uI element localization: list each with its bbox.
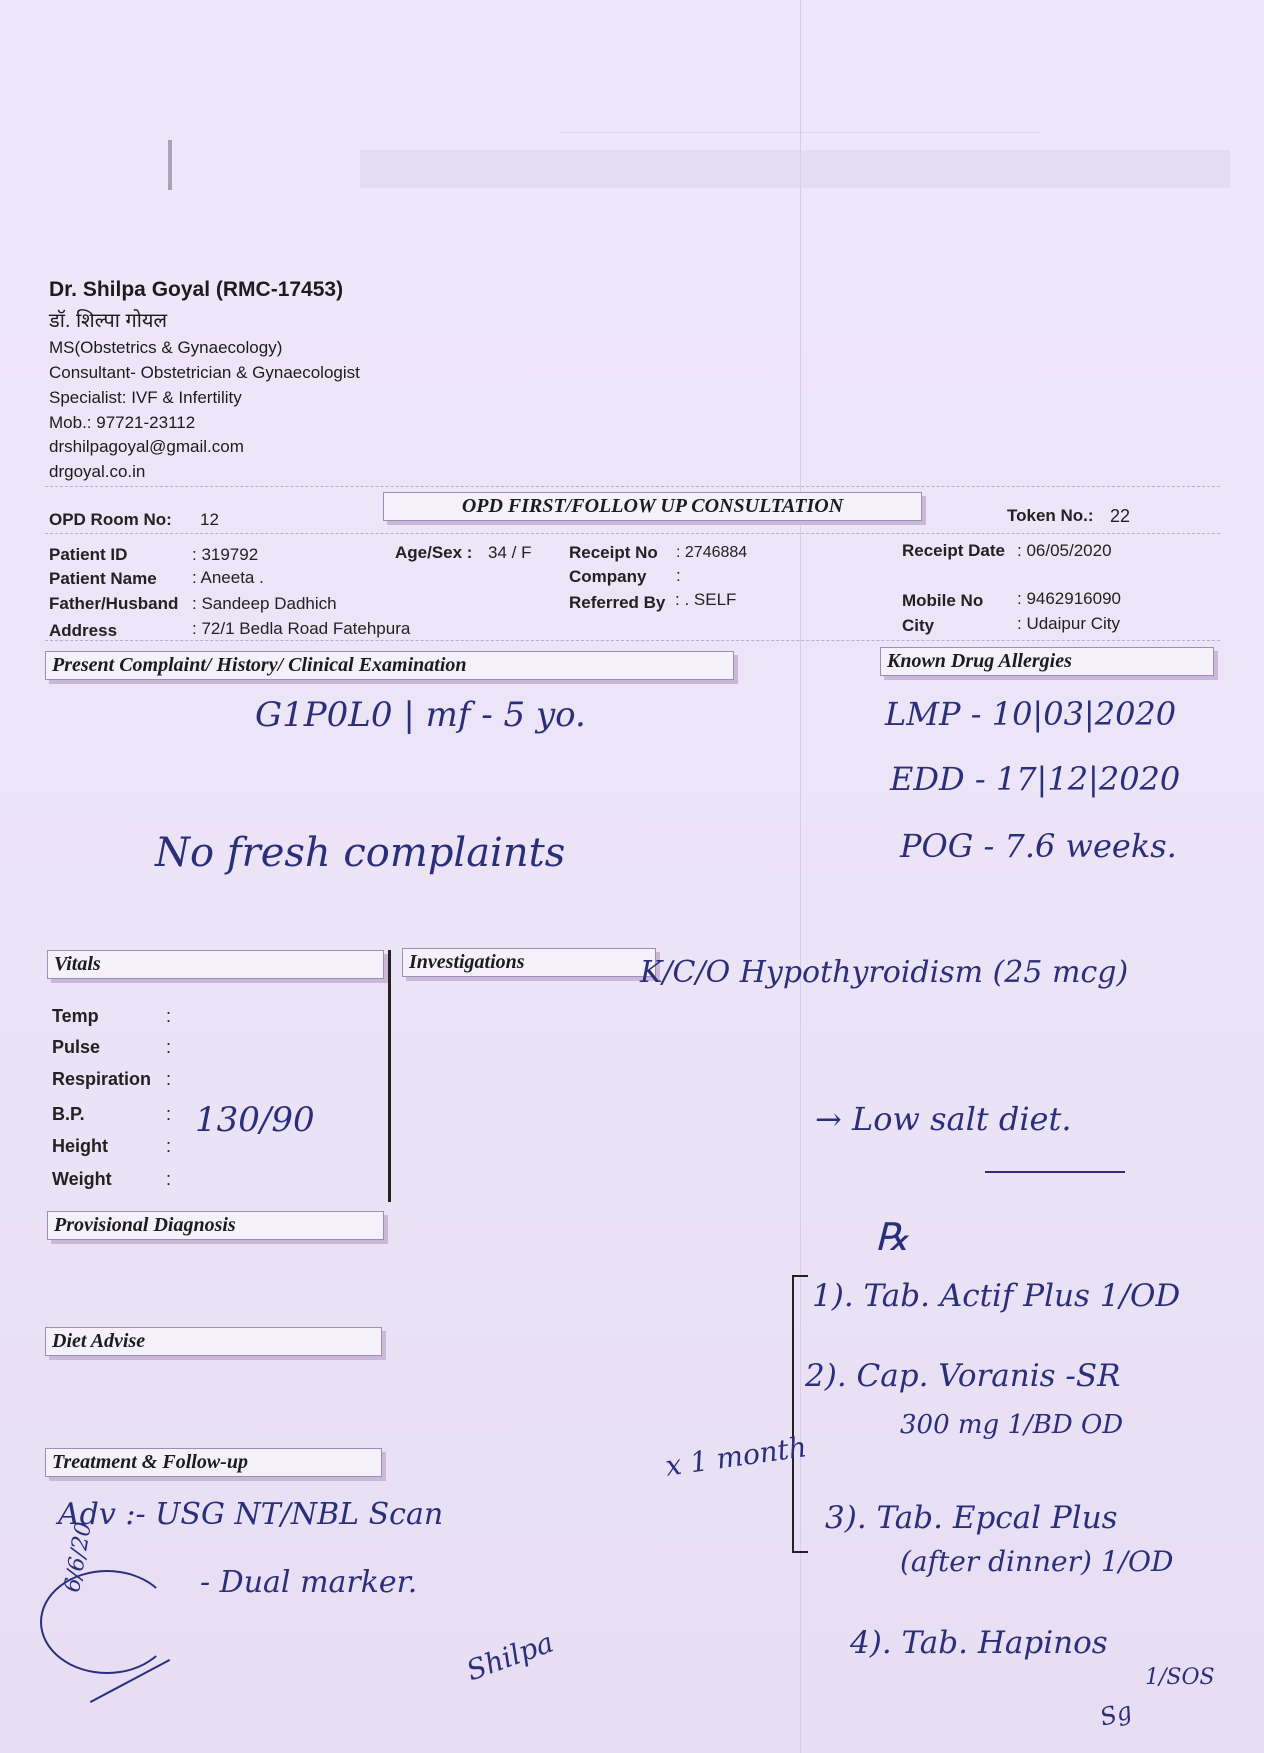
opd-room-label: OPD Room No: xyxy=(49,510,172,529)
city-label: City xyxy=(902,616,935,635)
receipt-no-label: Receipt No xyxy=(569,543,658,562)
section-complaint: Present Complaint/ History/ Clinical Examination xyxy=(45,651,734,680)
receipt-date-label: Receipt Date xyxy=(902,541,1005,560)
colon: : xyxy=(166,1006,172,1026)
history-note: K/C/O Hypothyroidism (25 mcg) xyxy=(640,955,1129,990)
vital-bp-label: B.P. xyxy=(52,1104,85,1124)
rx-bracket xyxy=(792,1275,808,1553)
vitals-divider xyxy=(388,950,391,1202)
referred-by: : . SELF xyxy=(675,590,737,609)
section-vitals: Vitals xyxy=(47,950,384,979)
divider xyxy=(45,640,1220,641)
vital-weight-label: Weight xyxy=(52,1169,112,1189)
divider xyxy=(45,533,1220,534)
medicine-2-dose: 300 mg 1/BD OD xyxy=(900,1410,1124,1440)
followup-date: 6/6/20 xyxy=(60,1520,97,1595)
vital-temp-label: Temp xyxy=(52,1006,99,1026)
advice-line-1: Adv :- USG NT/NBL Scan xyxy=(58,1497,444,1532)
age-sex: 34 / F xyxy=(488,543,532,562)
doctor-name: Dr. Shilpa Goyal (RMC-17453) xyxy=(49,278,344,301)
complaint-note: No fresh complaints xyxy=(155,830,566,876)
doctor-role: Consultant- Obstetrician & Gynaecologist xyxy=(49,363,360,382)
section-allergies: Known Drug Allergies xyxy=(880,647,1214,676)
doctor-mobile: Mob.: 97721-23112 xyxy=(49,413,196,432)
underline xyxy=(985,1171,1125,1173)
referred-by-label: Referred By xyxy=(569,593,666,612)
mobile-label: Mobile No xyxy=(902,591,984,610)
city: : Udaipur City xyxy=(1017,614,1120,633)
vital-respiration-label: Respiration xyxy=(52,1069,152,1089)
token-label: Token No.: xyxy=(1007,506,1094,525)
medicine-2: 2). Cap. Voranis -SR xyxy=(805,1358,1121,1394)
colon: : xyxy=(166,1136,172,1156)
receipt-no: : 2746884 xyxy=(676,544,748,561)
vital-pulse-label: Pulse xyxy=(52,1037,101,1057)
token-value: 22 xyxy=(1110,506,1131,526)
section-diagnosis: Provisional Diagnosis xyxy=(47,1211,384,1240)
mobile: : 9462916090 xyxy=(1017,589,1121,608)
divider xyxy=(45,486,1220,487)
colon: : xyxy=(166,1037,172,1057)
company: : xyxy=(676,566,681,585)
staple-mark xyxy=(168,140,172,190)
medicine-4: 4). Tab. Hapinos xyxy=(850,1625,1108,1661)
section-diet: Diet Advise xyxy=(45,1327,382,1356)
patient-id-label: Patient ID xyxy=(49,545,128,564)
father-husband-label: Father/Husband xyxy=(49,594,179,613)
reverse-print-ghost-band xyxy=(360,150,1230,188)
colon: : xyxy=(166,1069,172,1089)
consultation-title: OPD FIRST/FOLLOW UP CONSULTATION xyxy=(383,492,922,521)
duration-note: x 1 month xyxy=(663,1430,809,1483)
followup-circle xyxy=(40,1570,174,1674)
edd-note: EDD - 17|12|2020 xyxy=(890,760,1181,798)
lmp-note: LMP - 10|03|2020 xyxy=(885,695,1177,733)
colon: : xyxy=(166,1169,172,1189)
doctor-email: drshilpagoyal@gmail.com xyxy=(49,437,244,456)
patient-id: : 319792 xyxy=(192,545,259,564)
patient-name-label: Patient Name xyxy=(49,569,157,588)
medicine-3: 3). Tab. Epcal Plus xyxy=(825,1500,1118,1536)
doctor-degree: MS(Obstetrics & Gynaecology) xyxy=(49,338,283,357)
doctor-name-hindi: डॉ. शिल्पा गोयल xyxy=(49,310,168,332)
doctor-specialist: Specialist: IVF & Infertility xyxy=(49,388,242,407)
signature-initials: Sg xyxy=(1096,1696,1135,1732)
doctor-signature: Shilpa xyxy=(462,1625,558,1688)
diet-note: → Low salt diet. xyxy=(815,1100,1072,1138)
father-husband: : Sandeep Dadhich xyxy=(192,594,337,613)
receipt-date: : 06/05/2020 xyxy=(1017,541,1112,560)
advice-line-2: - Dual marker. xyxy=(200,1565,418,1600)
rx-symbol: ℞ xyxy=(875,1215,910,1259)
section-investigations: Investigations xyxy=(402,948,656,977)
obstetric-history: G1P0L0 | mf - 5 yo. xyxy=(255,695,586,735)
age-sex-label: Age/Sex : xyxy=(395,543,473,562)
doctor-website: drgoyal.co.in xyxy=(49,462,146,481)
address-label: Address xyxy=(49,621,118,640)
medicine-1: 1). Tab. Actif Plus 1/OD xyxy=(812,1278,1181,1314)
company-label: Company xyxy=(569,567,647,586)
medicine-4-dose: 1/SOS xyxy=(1145,1665,1215,1690)
colon: : xyxy=(166,1104,172,1124)
pog-note: POG - 7.6 weeks. xyxy=(900,827,1177,865)
section-treatment: Treatment & Follow-up xyxy=(45,1448,382,1477)
address: : 72/1 Bedla Road Fatehpura xyxy=(192,619,411,638)
opd-room-value: 12 xyxy=(200,510,219,529)
patient-name: : Aneeta . xyxy=(192,568,264,587)
medicine-3-dose: (after dinner) 1/OD xyxy=(900,1545,1174,1578)
vital-height-label: Height xyxy=(52,1136,108,1156)
bp-value: 130/90 xyxy=(195,1100,315,1140)
